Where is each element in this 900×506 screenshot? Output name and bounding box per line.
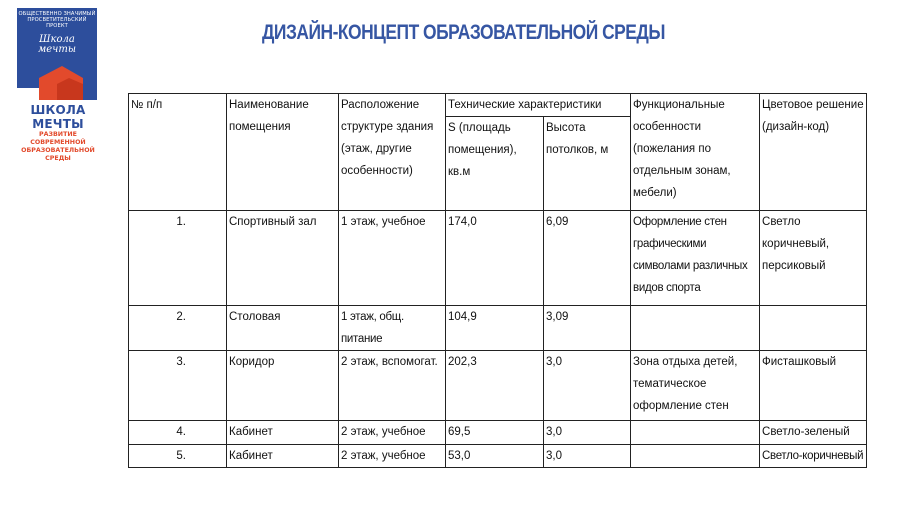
logo-script-line2: мечты <box>37 44 77 55</box>
header-num: № п/п <box>129 94 227 211</box>
table-header-row <box>129 94 867 117</box>
logo-subtitle <box>17 131 99 163</box>
house-icon <box>17 60 97 100</box>
table-row <box>129 445 867 468</box>
cell-height: 3,09 <box>544 306 631 351</box>
cell-location: 1 этаж, учебное <box>339 211 446 306</box>
cell-name: Коридор <box>227 351 339 421</box>
cell-num: 4. <box>129 421 227 445</box>
cell-color <box>760 306 867 351</box>
header-functional: Функциональные особенности (пожелания по отдельным зонам, мебели) <box>631 94 760 211</box>
logo-subtitle-line2: ОБРАЗОВАТЕЛЬНОЙ СРЕДЫ <box>21 147 95 162</box>
header-location: Расположение структуре здания (этаж, другие особенности) <box>339 94 446 211</box>
cell-name: Столовая <box>227 306 339 351</box>
logo-tagline-line1: ОБЩЕСТВЕННО ЗНАЧИМЫЙ <box>18 11 96 17</box>
cell-functional <box>631 306 760 351</box>
logo-script <box>17 35 97 55</box>
room-table <box>128 93 867 468</box>
cell-height: 3,0 <box>544 445 631 468</box>
cell-area: 104,9 <box>446 306 544 351</box>
cell-color: Светло коричневый, персиковый <box>760 211 867 306</box>
table-row <box>129 306 867 351</box>
cell-name: Кабинет <box>227 421 339 445</box>
logo-subtitle-line1: РАЗВИТИЕ СОВРЕМЕННОЙ <box>30 131 86 146</box>
cell-color: Светло-коричневый <box>760 445 867 468</box>
cell-functional <box>631 445 760 468</box>
cell-num: 5. <box>129 445 227 468</box>
table-row <box>129 351 867 421</box>
logo-tagline-line2: ПРОСВЕТИТЕЛЬСКИЙ ПРОЕКТ <box>27 17 87 29</box>
cell-area: 202,3 <box>446 351 544 421</box>
logo <box>17 8 99 163</box>
cell-color: Светло-зеленый <box>760 421 867 445</box>
page-title: ДИЗАЙН-КОНЦЕПТ ОБРАЗОВАТЕЛЬНОЙ СРЕДЫ <box>262 21 665 44</box>
table-row <box>129 211 867 306</box>
logo-emblem <box>17 8 97 100</box>
cell-name: Кабинет <box>227 445 339 468</box>
cell-functional: Зона отдыха детей, тематическое оформление стен <box>631 351 760 421</box>
logo-tagline <box>17 8 97 29</box>
cell-location: 1 этаж, общ. питание <box>339 306 446 351</box>
logo-name: ШКОЛА МЕЧТЫ <box>30 103 86 131</box>
cell-name: Спортивный зал <box>227 211 339 306</box>
cell-num: 1. <box>129 211 227 306</box>
cell-location: 2 этаж, учебное <box>339 445 446 468</box>
cell-area: 53,0 <box>446 445 544 468</box>
cell-height: 3,0 <box>544 421 631 445</box>
cell-area: 69,5 <box>446 421 544 445</box>
header-tech: Технические характеристики <box>446 94 631 117</box>
cell-functional: Оформление стен графическими символами различных видов спорта <box>631 211 760 306</box>
cell-location: 2 этаж, учебное <box>339 421 446 445</box>
cell-functional <box>631 421 760 445</box>
cell-num: 2. <box>129 306 227 351</box>
logo-script-line1: Школа <box>39 34 75 45</box>
header-height: Высота потолков, м <box>544 117 631 211</box>
header-area: S (площадь помещения), кв.м <box>446 117 544 211</box>
cell-color: Фисташковый <box>760 351 867 421</box>
cell-num: 3. <box>129 351 227 421</box>
cell-height: 6,09 <box>544 211 631 306</box>
cell-area: 174,0 <box>446 211 544 306</box>
cell-location: 2 этаж, вспомогат. <box>339 351 446 421</box>
table-row <box>129 421 867 445</box>
header-name: Наименование помещения <box>227 94 339 211</box>
header-color: Цветовое решение (дизайн-код) <box>760 94 867 211</box>
cell-height: 3,0 <box>544 351 631 421</box>
